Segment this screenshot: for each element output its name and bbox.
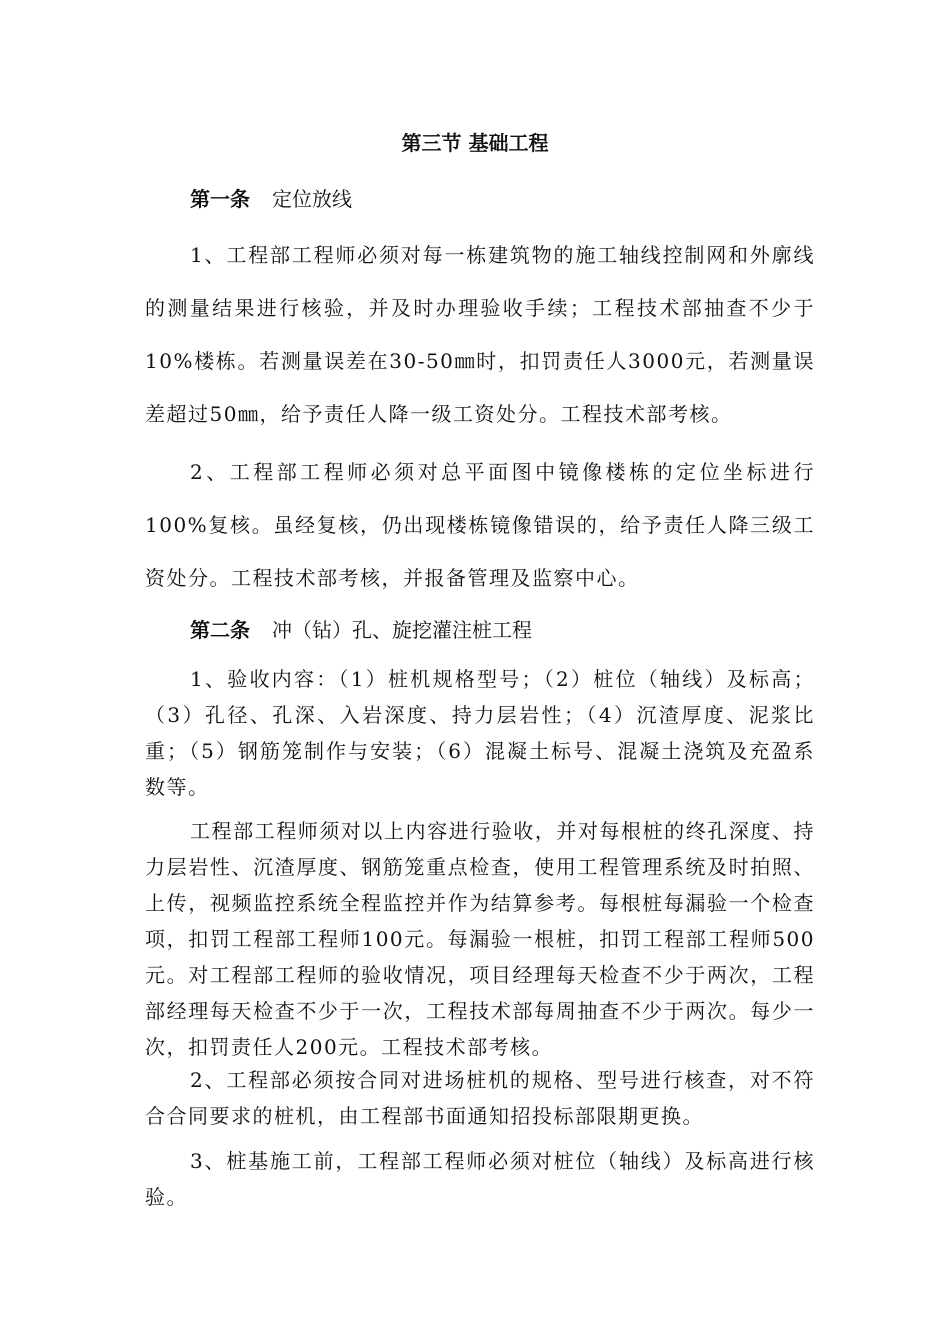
article-2-paragraph-1: 1、验收内容：（1）桩机规格型号；（2）桩位（轴线）及标高；（3）孔径、孔深、入岩深度、持力层岩性；（4）沉渣厚度、泥浆比重；（5）钢筋笼制作与安装；（6）混凝土标号、混凝土浇筑及充盈系数等。 [145, 667, 815, 799]
article-2-paragraph-3: 2、工程部必须按合同对进场桩机的规格、型号进行核查，对不符合合同要求的桩机，由工程部书面通知招投标部限期更换。 [145, 1068, 815, 1128]
article-2-paragraph-4: 3、桩基施工前，工程部工程师必须对桩位（轴线）及标高进行核验。 [145, 1149, 815, 1209]
section-title: 第三节 基础工程 [401, 131, 549, 155]
article-1-paragraph-2: 2、工程部工程师必须对总平面图中镜像楼栋的定位坐标进行100%复核。虽经复核，仍出现楼栋镜像错误的，给予责任人降三级工资处分。工程技术部考核，并报备管理及监察中心。 [145, 460, 815, 590]
article-1-paragraph-1: 1、工程部工程师必须对每一栋建筑物的施工轴线控制网和外廓线的测量结果进行核验，并及时办理验收手续；工程技术部抽查不少于10%楼栋。若测量误差在30-50㎜时，扣罚责任人3000元，若测量误差超过50㎜，给予责任人降一级工资处分。工程技术部考核。 [145, 243, 815, 426]
article-2-title: 冲（钻）孔、旋挖灌注桩工程 [272, 618, 532, 642]
article-1-heading [190, 184, 352, 214]
article-2-heading [190, 615, 532, 645]
article-1-title: 定位放线 [272, 187, 352, 211]
article-2-number: 第二条 [190, 618, 250, 642]
article-2-paragraph-2: 工程部工程师须对以上内容进行验收，并对每根桩的终孔深度、持力层岩性、沉渣厚度、钢筋笼重点检查，使用工程管理系统及时拍照、上传，视频监控系统全程监控并作为结算参考。每根桩每漏验一个检查项，扣罚工程部工程师100元。每漏验一根桩，扣罚工程部工程师500元。对工程部工程师的验收情况，项目经理每天检查不少于两次，工程部经理每天检查不少于一次，工程技术部每周抽查不少于两次。每少一次，扣罚责任人200元。工程技术部考核。 [145, 819, 815, 1059]
article-1-number: 第一条 [190, 187, 250, 211]
